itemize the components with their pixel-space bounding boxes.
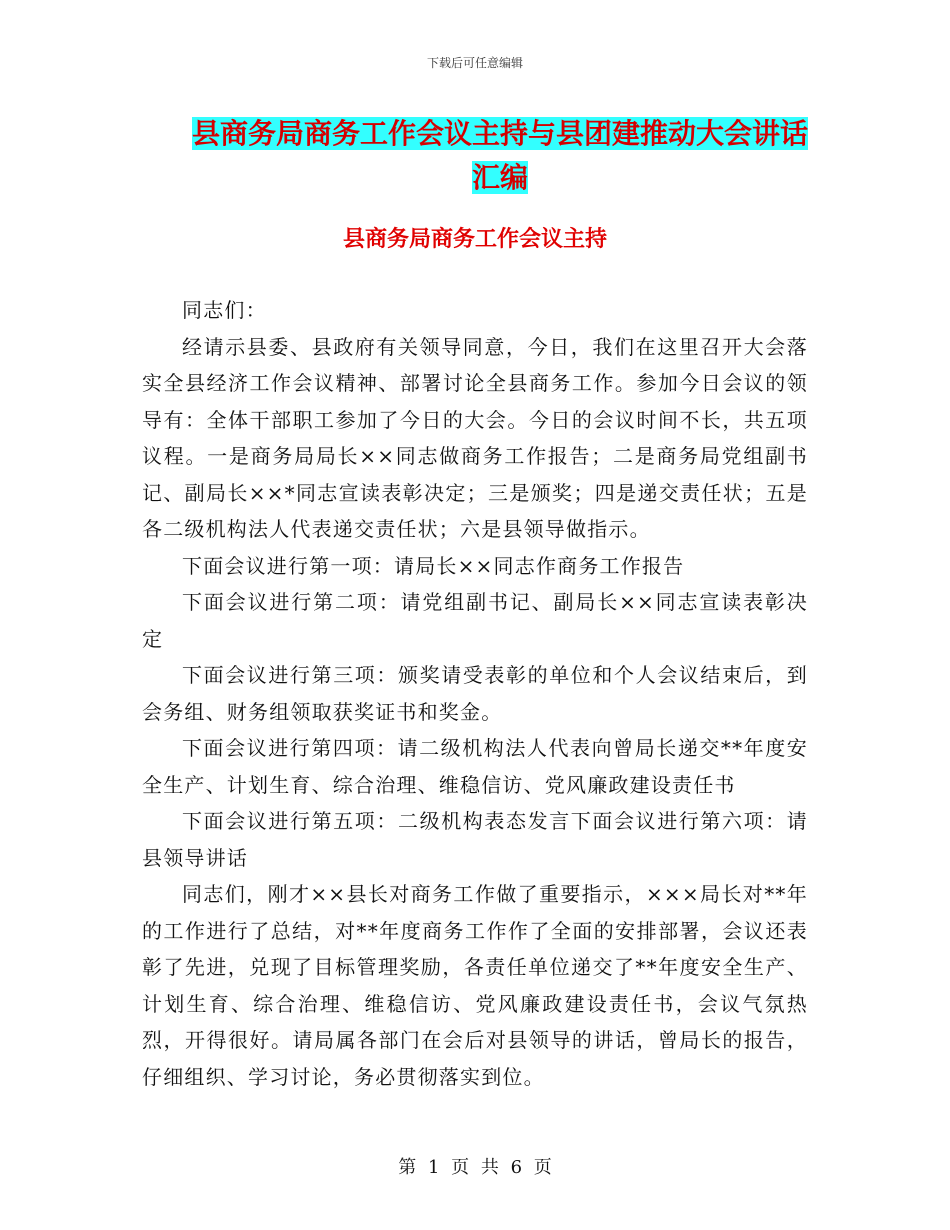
paragraph-agenda-item-4: 下面会议进行第四项：请二级机构法人代表向曾局长递交**年度安全生产、计划生育、综合治理、维稳信访、党风廉政建设责任书 xyxy=(142,736,808,797)
paragraph-agenda-item-2: 下面会议进行第二项：请党组副书记、副局长××同志宣读表彰决定 xyxy=(142,590,808,651)
section-title: 县商务局商务工作会议主持 xyxy=(342,227,607,252)
paragraph-agenda-item-5: 下面会议进行第五项：二级机构表态发言下面会议进行第六项：请县领导讲话 xyxy=(142,809,808,870)
paragraph-opening: 经请示县委、县政府有关领导同意，今日，我们在这里召开大会落实全县经济工作会议精神、部署讨论全县商务工作。参加今日会议的领导有：全体干部职工参加了今日的大会。今日的会议时间不长，共五项议程。一是商务局局长××同志做商务工作报告；二是商务局党组副书记、副局长××*同志宣读表彰决定；三是颁奖；四是递交责任状；五是各二级机构法人代表递交责任状；六是县领导做指示。 xyxy=(142,334,808,541)
page-number-footer: 第 1 页 共 6 页 xyxy=(398,1157,552,1178)
paragraph-summary: 同志们，刚才××县长对商务工作做了重要指示，×××局长对**年的工作进行了总结，对**年度商务工作作了全面的安排部署，会议还表彰了先进，兑现了目标管理奖励，各责任单位递交了**年度安全生产、计划生育、综合治理、维稳信访、党风廉政建设责任书，会议气氛热烈，开得很好。请局属各部门在会后对县领导的讲话，曾局长的报告，仔细组织、学习讨论，务必贯彻落实到位。 xyxy=(142,882,808,1089)
document-body xyxy=(142,292,808,1095)
header-note: 下载后可任意编辑 xyxy=(426,56,523,70)
document-title-text: 县商务局商务工作会议主持与县团建推动大会讲话汇编 xyxy=(191,117,808,194)
document-title xyxy=(190,112,810,200)
paragraph-agenda-item-1: 下面会议进行第一项：请局长××同志作商务工作报告 xyxy=(182,553,685,578)
paragraph-agenda-item-3: 下面会议进行第三项：颁奖请受表彰的单位和个人会议结束后，到会务组、财务组领取获奖证书和奖金。 xyxy=(142,663,808,724)
paragraph-greeting: 同志们： xyxy=(182,298,267,322)
